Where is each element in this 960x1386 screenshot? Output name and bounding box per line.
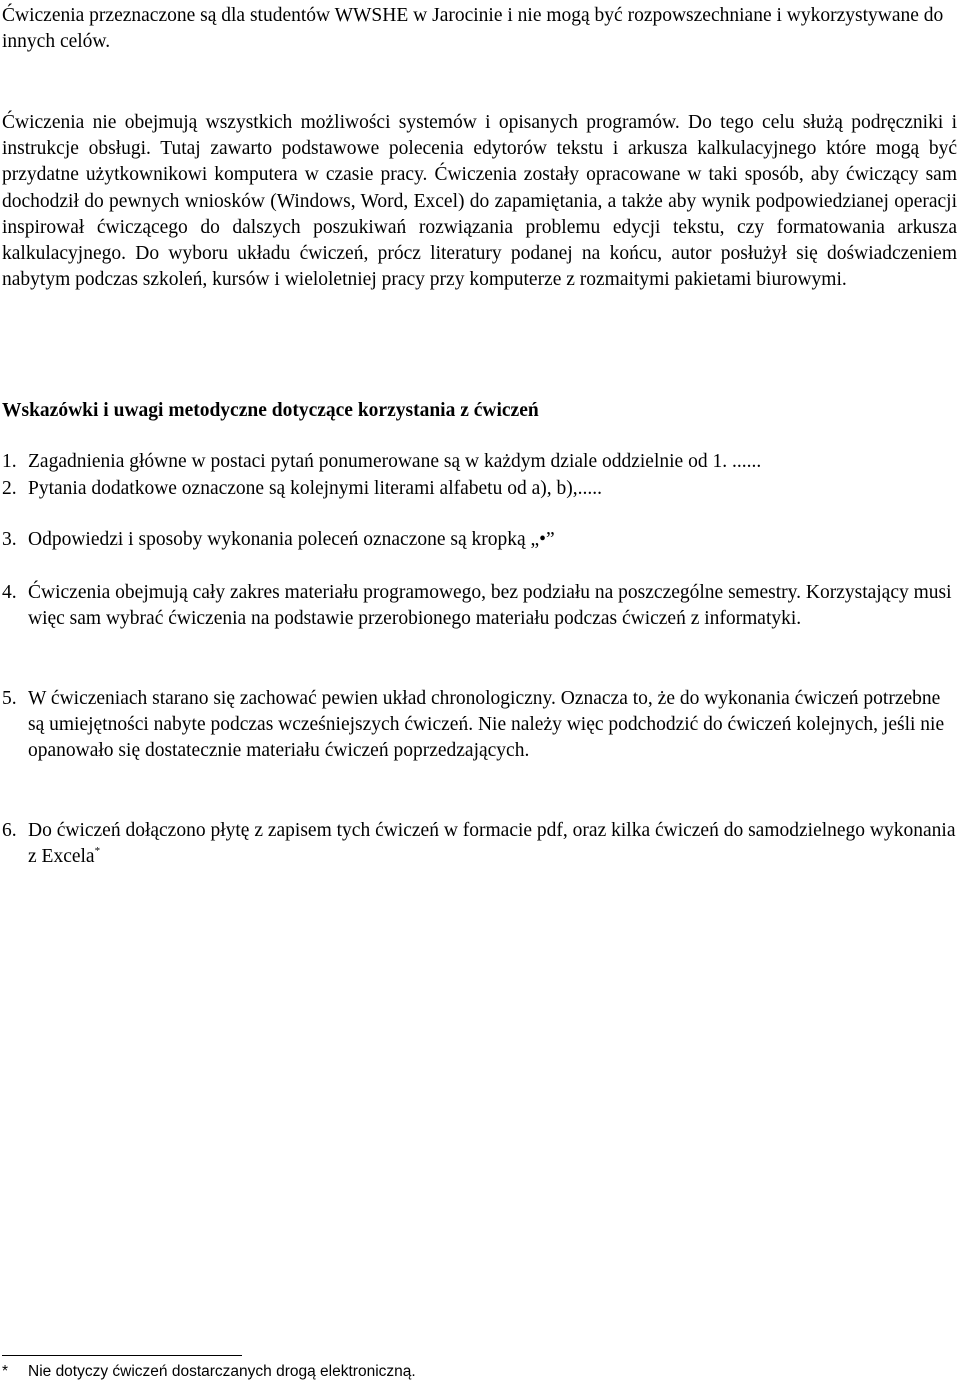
list-item-number: 4.	[2, 582, 17, 603]
list-item-number: 6.	[2, 820, 17, 841]
list-item-number: 3.	[2, 529, 17, 550]
list-item-3	[2, 527, 957, 553]
footnote-separator	[2, 1355, 242, 1356]
footnote-mark: *	[2, 1363, 9, 1380]
list-item-text: Zagadnienia główne w postaci pytań ponumerowane są w każdym dziale oddzielnie od 1. ......	[28, 451, 762, 472]
list-item-1	[2, 449, 957, 475]
intro-paragraph: Ćwiczenia nie obejmują wszystkich możliwości systemów i opisanych programów. Do tego celu służą podręczniki i instrukcje obsługi. Tutaj zawarto podstawowe polecenia edytorów tekstu i arkusza kalkulacyjnego które mogą być przydatne użytkownikowi komputera w czasie pracy. Ćwiczenia zostały opracowane w taki sposób, aby ćwiczący sam dochodził do pewnych wniosków (Windows, Word, Excel) do zapamiętania, a także aby wynik podpowiedzianej operacji inspirował ćwiczącego do dalszych poszukiwań rozwiązania problemu edycji tekstu, czy formatowania arkusza kalkulacyjnego. Do wyboru układu ćwiczeń, prócz literatury podanej na końcu, autor posłużył się doświadczeniem nabytym podczas szkoleń, kursów i wieloletniej pracy przy komputerze z rozmaitymi pakietami biurowymi.	[2, 112, 957, 291]
list-item-4	[2, 580, 957, 632]
list-item-text: Pytania dodatkowe oznaczone są kolejnymi literami alfabetu od a), b),.....	[28, 478, 602, 499]
list-item-text	[28, 818, 957, 870]
list-item-number: 1.	[2, 451, 17, 472]
list-item-6	[2, 818, 957, 870]
list-item-2	[2, 476, 957, 502]
list-item-5	[2, 686, 957, 765]
list-item-text: W ćwiczeniach starano się zachować pewien układ chronologiczny. Oznacza to, że do wykonania ćwiczeń potrzebne są umiejętności nabyte podczas wcześniejszych ćwiczeń. Nie należy więc podchodzić do ćwiczeń kolejnych, jeśli nie opanowało się dostatecznie materiału ćwiczeń poprzedzających.	[28, 688, 945, 762]
list-item-number: 5.	[2, 688, 17, 709]
footnote	[2, 1362, 957, 1382]
footnote-text: Nie dotyczy ćwiczeń dostarczanych drogą elektroniczną.	[28, 1363, 416, 1380]
intro-notice: Ćwiczenia przeznaczone są dla studentów WWSHE w Jarocinie i nie mogą być rozpowszechniane i wykorzystywane do innych celów.	[2, 5, 944, 52]
section-heading: Wskazówki i uwagi metodyczne dotyczące korzystania z ćwiczeń	[2, 400, 539, 421]
list-item-text-content: Do ćwiczeń dołączono płytę z zapisem tych ćwiczeń w formacie pdf, oraz kilka ćwiczeń do samodzielnego wykonania z Excela	[28, 820, 956, 868]
footnote-reference: *	[94, 845, 101, 858]
list-item-text: Ćwiczenia obejmują cały zakres materiału programowego, bez podziału na poszczególne semestry. Korzystający musi więc sam wybrać ćwiczenia na podstawie przerobionego materiału podczas ćwiczeń z informatyki.	[28, 582, 952, 630]
list-item-text: Odpowiedzi i sposoby wykonania poleceń oznaczone są kropką „•”	[28, 529, 555, 550]
list-item-number: 2.	[2, 478, 17, 499]
